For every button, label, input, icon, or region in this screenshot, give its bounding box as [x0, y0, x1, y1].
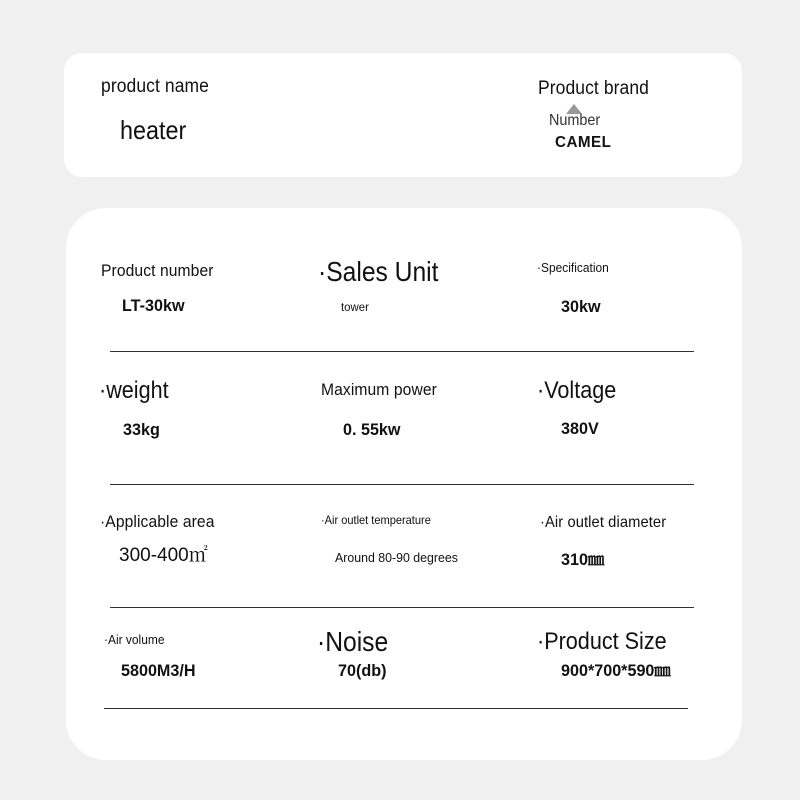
- specification-label: ·Specification: [537, 260, 609, 275]
- voltage-label: ·Voltage: [537, 377, 617, 404]
- maximum-power-label: Maximum power: [321, 380, 437, 399]
- product-number-value: LT-30kw: [122, 296, 185, 315]
- brand-value: CAMEL: [555, 134, 612, 151]
- applicable-area-value: 300-400㎡: [119, 545, 208, 566]
- voltage-value: 380V: [561, 419, 599, 438]
- product-brand-label: Product brand: [538, 78, 650, 99]
- weight-label: ·weight: [99, 377, 169, 404]
- air-outlet-temperature-label: ·Air outlet temperature: [321, 513, 431, 527]
- row-divider: [110, 484, 694, 485]
- air-outlet-diameter-label: ·Air outlet diameter: [540, 514, 667, 531]
- applicable-area-label: ·Applicable area: [100, 512, 215, 531]
- row-divider: [110, 351, 694, 352]
- product-name-value: heater: [120, 115, 187, 145]
- air-volume-label: ·Air volume: [104, 632, 165, 647]
- sales-unit-label: ·Sales Unit: [318, 256, 439, 287]
- brand-number-label: Number: [549, 112, 601, 129]
- air-outlet-diameter-value: 310㎜: [561, 550, 605, 569]
- product-size-value: 900*700*590㎜: [561, 661, 671, 680]
- weight-value: 33kg: [123, 420, 160, 439]
- product-name-label: product name: [101, 76, 209, 97]
- noise-label: ·Noise: [317, 626, 389, 657]
- noise-value: 70(db): [338, 661, 387, 680]
- air-outlet-temperature-value: Around 80-90 degrees: [335, 550, 458, 565]
- air-volume-value: 5800M3/H: [121, 661, 196, 680]
- row-divider: [110, 607, 694, 608]
- sales-unit-value: tower: [341, 300, 369, 314]
- row-divider: [104, 708, 688, 709]
- specification-value: 30kw: [561, 297, 601, 316]
- product-number-label: Product number: [101, 261, 214, 280]
- maximum-power-value: 0. 55kw: [343, 420, 401, 439]
- product-size-label: ·Product Size: [537, 628, 667, 655]
